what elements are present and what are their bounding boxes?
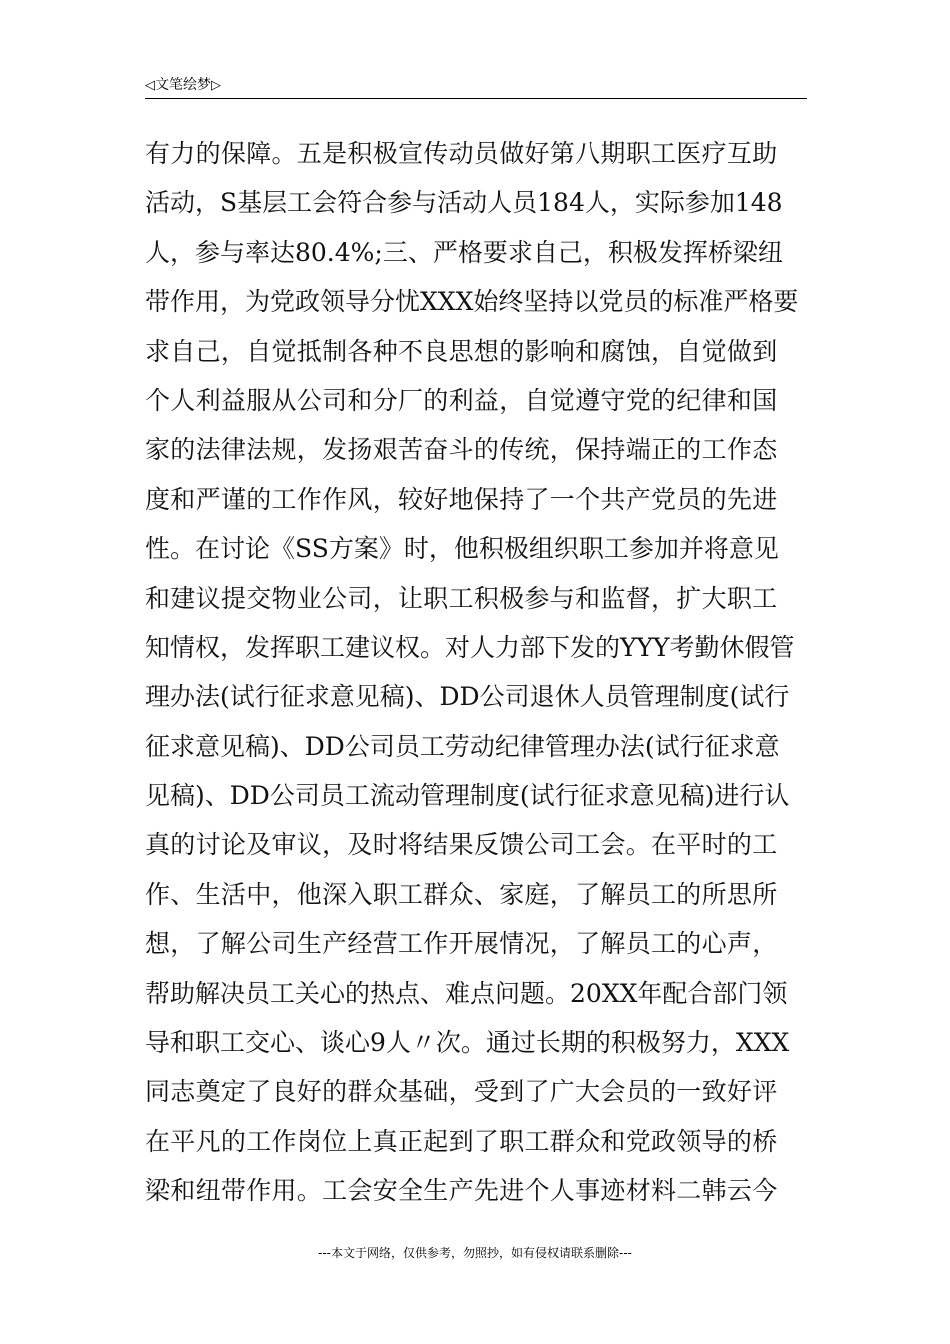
page-header bbox=[145, 74, 807, 99]
body-line-20: 同志奠定了良好的群众基础，受到了广大会员的一致好评 bbox=[145, 1077, 778, 1107]
body-line-14: 见稿)、DD公司员工流动管理制度(试行征求意见稿)进行认 bbox=[145, 781, 790, 811]
body-line-13: 征求意见稿)、DD公司员工劳动纪律管理办法(试行征求意 bbox=[145, 731, 780, 761]
body-line-8: 度和严谨的工作作风，较好地保持了一个共产党员的先进 bbox=[145, 484, 778, 514]
body-line-21: 在平凡的工作岗位上真正起到了职工群众和党政领导的桥 bbox=[145, 1126, 778, 1156]
body-line-15: 真的讨论及审议，及时将结果反馈公司工会。在平时的工 bbox=[145, 830, 778, 860]
body-line-4: 带作用，为党政领导分忧XXX始终坚持以党员的标准严格要 bbox=[145, 287, 799, 317]
body-line-6: 个人利益服从公司和分厂的利益，自觉遵守党的纪律和国 bbox=[145, 385, 778, 415]
footer-notice: ---本文于网络，仅供参考，勿照抄，如有侵权请联系删除--- bbox=[318, 1246, 632, 1260]
body-line-18: 帮助解决员工关心的热点、难点问题。20XX年配合部门领 bbox=[145, 978, 788, 1008]
body-line-19: 导和职工交心、谈心9人〃次。通过长期的积极努力，XXX bbox=[145, 1028, 790, 1058]
body-line-16: 作、生活中，他深入职工群众、家庭，了解员工的所思所 bbox=[145, 879, 778, 909]
body-line-1: 有力的保障。五是积极宣传动员做好第八期职工医疗互助 bbox=[145, 139, 778, 168]
body-line-3: 人，参与率达80.4%;三、严格要求自己，积极发挥桥梁纽 bbox=[145, 237, 783, 267]
body-line-11: 知情权，发挥职工建议权。对人力部下发的YYY考勤休假管 bbox=[145, 632, 795, 662]
body-line-10: 和建议提交物业公司，让职工积极参与和监督，扩大职工 bbox=[145, 583, 778, 613]
body-line-9: 性。在讨论《SS方案》时，他积极组织职工参加并将意见 bbox=[145, 534, 779, 564]
body-line-22: 梁和纽带作用。工会安全生产先进个人事迹材料二韩云今 bbox=[145, 1176, 778, 1206]
body-line-17: 想，了解公司生产经营工作开展情况，了解员工的心声， bbox=[145, 929, 778, 959]
body-line-2: 活动，S基层工会符合参与活动人员184人，实际参加148 bbox=[145, 188, 783, 218]
left-triangle-icon: ◁ bbox=[145, 78, 155, 93]
header-title: 文笔绘梦 bbox=[155, 77, 211, 93]
body-line-12: 理办法(试行征求意见稿)、DD公司退休人员管理制度(试行 bbox=[145, 682, 790, 712]
body-line-5: 求自己，自觉抵制各种不良思想的影响和腐蚀，自觉做到 bbox=[145, 336, 778, 366]
document-body bbox=[145, 129, 811, 1216]
body-line-7: 家的法律法规，发扬艰苦奋斗的传统，保持端正的工作态 bbox=[145, 435, 778, 465]
right-triangle-icon: ▷ bbox=[211, 78, 221, 93]
